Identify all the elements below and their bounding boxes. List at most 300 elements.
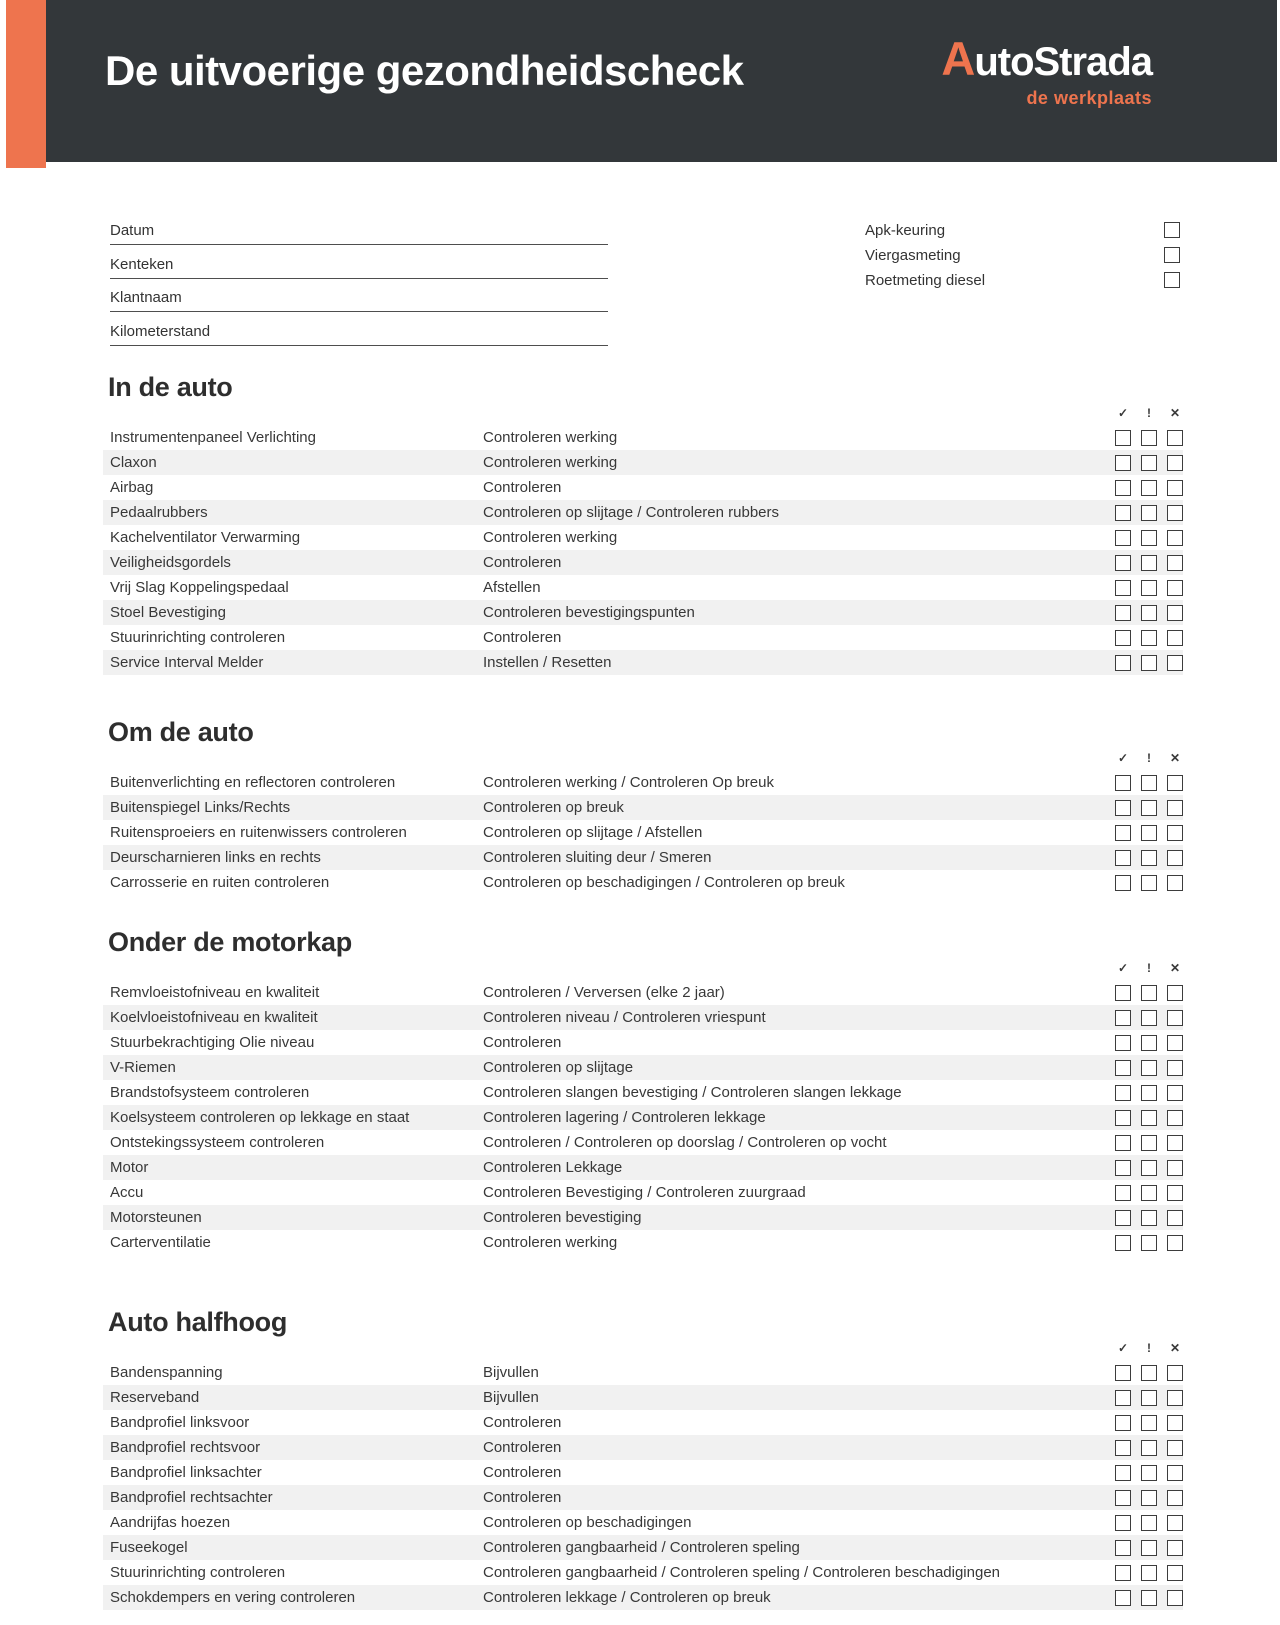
- action-label: Controleren werking: [483, 429, 618, 446]
- checklist-row: [103, 1360, 1183, 1385]
- result-attention-checkbox[interactable]: [1141, 1590, 1157, 1606]
- item-label: Stuurinrichting controleren: [110, 1564, 286, 1581]
- result-ok-checkbox[interactable]: [1115, 1035, 1131, 1051]
- result-ok-checkbox[interactable]: [1115, 580, 1131, 596]
- result-fail-checkbox[interactable]: [1167, 1365, 1183, 1381]
- item-label: Remvloeistofniveau en kwaliteit: [110, 984, 320, 1001]
- checklist-row: [103, 1560, 1183, 1585]
- action-label: Afstellen: [483, 579, 541, 596]
- result-fail-checkbox[interactable]: [1167, 1565, 1183, 1581]
- item-label: Bandprofiel rechtsvoor: [110, 1439, 261, 1456]
- result-boxes: [1115, 1060, 1183, 1076]
- result-ok-checkbox[interactable]: [1115, 655, 1131, 671]
- result-ok-checkbox[interactable]: [1115, 1135, 1131, 1151]
- item-label: Koelsysteem controleren op lekkage en staat: [110, 1109, 410, 1126]
- result-fail-checkbox[interactable]: [1167, 605, 1183, 621]
- brand-logo: [941, 32, 1152, 108]
- checklist-rows: [103, 980, 1183, 1255]
- result-boxes: [1115, 775, 1183, 791]
- action-label: Controleren: [483, 629, 562, 646]
- item-label: Bandenspanning: [110, 1364, 223, 1381]
- item-label: Reserveband: [110, 1389, 200, 1406]
- result-fail-checkbox[interactable]: [1167, 480, 1183, 496]
- result-attention-checkbox[interactable]: [1141, 1060, 1157, 1076]
- result-column-header: [0, 955, 1280, 980]
- result-attention-checkbox[interactable]: [1141, 1085, 1157, 1101]
- service-option-roetmeting-diesel: [865, 271, 1180, 289]
- result-attention-checkbox[interactable]: [1141, 1135, 1157, 1151]
- form-field-datum[interactable]: [110, 222, 608, 245]
- action-label: Instellen / Resetten: [483, 654, 612, 671]
- form-field-kilometerstand[interactable]: [110, 323, 608, 346]
- action-label: Controleren op slijtage: [483, 1059, 634, 1076]
- attention-column-icon: !: [1147, 1340, 1151, 1355]
- result-fail-checkbox[interactable]: [1167, 1085, 1183, 1101]
- result-attention-checkbox[interactable]: [1141, 580, 1157, 596]
- page-title: De uitvoerige gezondheidscheck: [105, 47, 744, 94]
- check-column-icon: ✓: [1117, 405, 1129, 420]
- result-ok-checkbox[interactable]: [1115, 1440, 1131, 1456]
- result-attention-checkbox[interactable]: [1141, 775, 1157, 791]
- result-boxes: [1115, 505, 1183, 521]
- result-attention-checkbox[interactable]: [1141, 555, 1157, 571]
- section-title: Auto halfhoog: [108, 1307, 288, 1337]
- action-label: Controleren: [483, 1489, 562, 1506]
- service-option-label: Apk-keuring: [865, 221, 946, 239]
- item-label: Fuseekogel: [110, 1539, 188, 1556]
- result-fail-checkbox[interactable]: [1167, 1440, 1183, 1456]
- item-label: Stoel Bevestiging: [110, 604, 226, 621]
- check-column-icon: ✓: [1117, 960, 1129, 975]
- result-boxes: [1115, 1035, 1183, 1051]
- brand-name-rest: utoStrada: [974, 40, 1152, 84]
- action-label: Controleren: [483, 1464, 562, 1481]
- checklist-row: [103, 1055, 1183, 1080]
- section-title: In de auto: [108, 372, 233, 402]
- result-fail-checkbox[interactable]: [1167, 1035, 1183, 1051]
- check-column-icon: ✓: [1117, 1340, 1129, 1355]
- item-label: Claxon: [110, 454, 157, 471]
- action-label: Controleren lekkage / Controleren op breuk: [483, 1589, 771, 1606]
- checklist-row: [103, 625, 1183, 650]
- result-fail-checkbox[interactable]: [1167, 825, 1183, 841]
- result-ok-checkbox[interactable]: [1115, 1060, 1131, 1076]
- action-label: Controleren gangbaarheid / Controleren speling: [483, 1539, 800, 1556]
- item-label: Carrosserie en ruiten controleren: [110, 874, 330, 891]
- result-fail-checkbox[interactable]: [1167, 1210, 1183, 1226]
- result-boxes: [1115, 1085, 1183, 1101]
- result-attention-checkbox[interactable]: [1141, 605, 1157, 621]
- checklist-row: [103, 1460, 1183, 1485]
- result-ok-checkbox[interactable]: [1115, 1235, 1131, 1251]
- result-attention-checkbox[interactable]: [1141, 480, 1157, 496]
- action-label: Controleren bevestigingspunten: [483, 604, 695, 621]
- result-attention-checkbox[interactable]: [1141, 1465, 1157, 1481]
- result-boxes: [1115, 580, 1183, 596]
- result-boxes: [1115, 850, 1183, 866]
- result-boxes: [1115, 1515, 1183, 1531]
- action-label: Controleren op beschadigingen: [483, 1514, 692, 1531]
- brand-initial: A: [941, 32, 975, 85]
- result-attention-checkbox[interactable]: [1141, 825, 1157, 841]
- result-fail-checkbox[interactable]: [1167, 1465, 1183, 1481]
- checklist-row: [103, 1155, 1183, 1180]
- action-label: Controleren op slijtage / Controleren rubbers: [483, 504, 779, 521]
- result-boxes: [1115, 825, 1183, 841]
- result-attention-checkbox[interactable]: [1141, 1415, 1157, 1431]
- result-boxes: [1115, 1185, 1183, 1201]
- result-attention-checkbox[interactable]: [1141, 1440, 1157, 1456]
- action-label: Controleren lagering / Controleren lekkage: [483, 1109, 766, 1126]
- result-fail-checkbox[interactable]: [1167, 430, 1183, 446]
- item-label: V-Riemen: [110, 1059, 176, 1076]
- item-label: Aandrijfas hoezen: [110, 1514, 231, 1531]
- check-column-icon: ✓: [1117, 750, 1129, 765]
- checklist-row: [103, 1080, 1183, 1105]
- action-label: Controleren op slijtage / Afstellen: [483, 824, 703, 841]
- item-label: Bandprofiel linksvoor: [110, 1414, 250, 1431]
- result-attention-checkbox[interactable]: [1141, 455, 1157, 471]
- action-label: Controleren: [483, 479, 562, 496]
- section-title: Om de auto: [108, 717, 254, 747]
- checklist-row: [103, 1105, 1183, 1130]
- result-attention-checkbox[interactable]: [1141, 1390, 1157, 1406]
- result-fail-checkbox[interactable]: [1167, 1235, 1183, 1251]
- form-field-klantnaam[interactable]: [110, 289, 608, 312]
- result-fail-checkbox[interactable]: [1167, 655, 1183, 671]
- service-option-label: Roetmeting diesel: [865, 271, 986, 289]
- result-boxes: [1115, 1135, 1183, 1151]
- result-column-header: [0, 400, 1280, 425]
- brand-name: [941, 32, 1152, 85]
- item-label: Bandprofiel linksachter: [110, 1464, 262, 1481]
- result-fail-checkbox[interactable]: [1167, 505, 1183, 521]
- result-boxes: [1115, 530, 1183, 546]
- result-boxes: [1115, 1540, 1183, 1556]
- checklist-section: [0, 923, 1280, 1255]
- attention-column-icon: !: [1147, 750, 1151, 765]
- result-ok-checkbox[interactable]: [1115, 530, 1131, 546]
- result-ok-checkbox[interactable]: [1115, 555, 1131, 571]
- fail-column-icon: ✕: [1169, 750, 1181, 765]
- result-boxes: [1115, 800, 1183, 816]
- checklist-row: [103, 425, 1183, 450]
- result-ok-checkbox[interactable]: [1115, 455, 1131, 471]
- item-label: Ontstekingssysteem controleren: [110, 1134, 325, 1151]
- attention-column-icon: !: [1147, 405, 1151, 420]
- action-label: Controleren / Controleren op doorslag / Controleren op vocht: [483, 1134, 887, 1151]
- item-label: Instrumentenpaneel Verlichting: [110, 429, 316, 446]
- checklist-row: [103, 870, 1183, 895]
- item-label: Buitenspiegel Links/Rechts: [110, 799, 291, 816]
- result-boxes: [1115, 875, 1183, 891]
- service-option-apk-keuring: [865, 221, 1180, 239]
- result-ok-checkbox[interactable]: [1115, 1490, 1131, 1506]
- result-attention-checkbox[interactable]: [1141, 1160, 1157, 1176]
- result-boxes: [1115, 1490, 1183, 1506]
- item-label: Buitenverlichting en reflectoren controleren: [110, 774, 396, 791]
- result-fail-checkbox[interactable]: [1167, 1490, 1183, 1506]
- action-label: Bijvullen: [483, 1389, 539, 1406]
- result-boxes: [1115, 1235, 1183, 1251]
- action-label: Controleren werking: [483, 1234, 618, 1251]
- result-boxes: [1115, 605, 1183, 621]
- form-field-label: Kilometerstand: [110, 322, 211, 340]
- result-ok-checkbox[interactable]: [1115, 1465, 1131, 1481]
- result-fail-checkbox[interactable]: [1167, 1540, 1183, 1556]
- checklist-row: [103, 525, 1183, 550]
- result-ok-checkbox[interactable]: [1115, 1565, 1131, 1581]
- result-fail-checkbox[interactable]: [1167, 850, 1183, 866]
- checklist-row: [103, 770, 1183, 795]
- service-options: [865, 221, 1180, 296]
- result-ok-checkbox[interactable]: [1115, 1590, 1131, 1606]
- result-fail-checkbox[interactable]: [1167, 1060, 1183, 1076]
- result-fail-checkbox[interactable]: [1167, 1160, 1183, 1176]
- result-ok-checkbox[interactable]: [1115, 1365, 1131, 1381]
- action-label: Controleren Lekkage: [483, 1159, 623, 1176]
- checklist-section: [0, 713, 1280, 895]
- result-attention-checkbox[interactable]: [1141, 1515, 1157, 1531]
- result-fail-checkbox[interactable]: [1167, 875, 1183, 891]
- checklist-row: [103, 650, 1183, 675]
- checklist-row: [103, 1230, 1183, 1255]
- result-fail-checkbox[interactable]: [1167, 1390, 1183, 1406]
- service-option-label: Viergasmeting: [865, 246, 961, 264]
- result-ok-checkbox[interactable]: [1115, 825, 1131, 841]
- action-label: Controleren op beschadigingen / Controleren op breuk: [483, 874, 845, 891]
- checklist-row: [103, 795, 1183, 820]
- result-ok-checkbox[interactable]: [1115, 1110, 1131, 1126]
- result-column-header: [0, 745, 1280, 770]
- result-fail-checkbox[interactable]: [1167, 555, 1183, 571]
- checklist-row: [103, 600, 1183, 625]
- result-fail-checkbox[interactable]: [1167, 1185, 1183, 1201]
- result-boxes: [1115, 1440, 1183, 1456]
- result-attention-checkbox[interactable]: [1141, 1365, 1157, 1381]
- result-fail-checkbox[interactable]: [1167, 985, 1183, 1001]
- checklist-rows: [103, 1360, 1183, 1610]
- item-label: Stuurbekrachtiging Olie niveau: [110, 1034, 315, 1051]
- result-boxes: [1115, 630, 1183, 646]
- result-ok-checkbox[interactable]: [1115, 1210, 1131, 1226]
- checklist-row: [103, 1205, 1183, 1230]
- result-boxes: [1115, 430, 1183, 446]
- item-label: Veiligheidsgordels: [110, 554, 231, 571]
- result-attention-checkbox[interactable]: [1141, 1490, 1157, 1506]
- result-column-header: [0, 1335, 1280, 1360]
- action-label: Controleren bevestiging: [483, 1209, 642, 1226]
- fail-column-icon: ✕: [1169, 960, 1181, 975]
- viergasmeting-checkbox[interactable]: [1164, 247, 1180, 263]
- result-ok-checkbox[interactable]: [1115, 605, 1131, 621]
- action-label: Controleren werking: [483, 529, 618, 546]
- action-label: Controleren werking / Controleren Op breuk: [483, 774, 774, 791]
- result-ok-checkbox[interactable]: [1115, 850, 1131, 866]
- form-field-label: Datum: [110, 222, 155, 239]
- result-attention-checkbox[interactable]: [1141, 530, 1157, 546]
- form-field-kenteken[interactable]: [110, 256, 608, 279]
- action-label: Controleren: [483, 1034, 562, 1051]
- checklist-row: [103, 1005, 1183, 1030]
- result-attention-checkbox[interactable]: [1141, 1010, 1157, 1026]
- result-attention-checkbox[interactable]: [1141, 985, 1157, 1001]
- result-attention-checkbox[interactable]: [1141, 800, 1157, 816]
- checklist-row: [103, 575, 1183, 600]
- result-attention-checkbox[interactable]: [1141, 655, 1157, 671]
- checklist-row: [103, 1535, 1183, 1560]
- action-label: Controleren slangen bevestiging / Controleren slangen lekkage: [483, 1084, 902, 1101]
- result-boxes: [1115, 1465, 1183, 1481]
- result-attention-checkbox[interactable]: [1141, 1210, 1157, 1226]
- result-fail-checkbox[interactable]: [1167, 1415, 1183, 1431]
- item-label: Carterventilatie: [110, 1234, 211, 1251]
- action-label: Controleren Bevestiging / Controleren zuurgraad: [483, 1184, 806, 1201]
- result-attention-checkbox[interactable]: [1141, 430, 1157, 446]
- checklist-section: [0, 1303, 1280, 1610]
- result-ok-checkbox[interactable]: [1115, 985, 1131, 1001]
- result-attention-checkbox[interactable]: [1141, 875, 1157, 891]
- checklist-row: [103, 1585, 1183, 1610]
- item-label: Schokdempers en vering controleren: [110, 1589, 356, 1606]
- result-ok-checkbox[interactable]: [1115, 1540, 1131, 1556]
- checklist-row: [103, 980, 1183, 1005]
- result-fail-checkbox[interactable]: [1167, 580, 1183, 596]
- result-ok-checkbox[interactable]: [1115, 1415, 1131, 1431]
- action-label: Controleren: [483, 1414, 562, 1431]
- result-ok-checkbox[interactable]: [1115, 1010, 1131, 1026]
- result-fail-checkbox[interactable]: [1167, 1010, 1183, 1026]
- item-label: Vrij Slag Koppelingspedaal: [110, 579, 289, 596]
- roetmeting-diesel-checkbox[interactable]: [1164, 272, 1180, 288]
- result-boxes: [1115, 985, 1183, 1001]
- checklist-section: [0, 368, 1280, 675]
- action-label: Controleren / Verversen (elke 2 jaar): [483, 984, 725, 1001]
- result-ok-checkbox[interactable]: [1115, 430, 1131, 446]
- result-fail-checkbox[interactable]: [1167, 1515, 1183, 1531]
- result-attention-checkbox[interactable]: [1141, 505, 1157, 521]
- checklist-row: [103, 820, 1183, 845]
- result-boxes: [1115, 1415, 1183, 1431]
- brand-tagline: de werkplaats: [1026, 88, 1152, 108]
- result-attention-checkbox[interactable]: [1141, 1035, 1157, 1051]
- checklist-row: [103, 500, 1183, 525]
- result-fail-checkbox[interactable]: [1167, 775, 1183, 791]
- checklist-row: [103, 1385, 1183, 1410]
- result-attention-checkbox[interactable]: [1141, 630, 1157, 646]
- result-fail-checkbox[interactable]: [1167, 800, 1183, 816]
- result-attention-checkbox[interactable]: [1141, 1110, 1157, 1126]
- checklist-row: [103, 1180, 1183, 1205]
- result-ok-checkbox[interactable]: [1115, 480, 1131, 496]
- result-fail-checkbox[interactable]: [1167, 455, 1183, 471]
- checklist-rows: [103, 425, 1183, 675]
- action-label: Controleren gangbaarheid / Controleren speling / Controleren beschadigingen: [483, 1564, 1001, 1581]
- result-ok-checkbox[interactable]: [1115, 800, 1131, 816]
- result-boxes: [1115, 1565, 1183, 1581]
- fail-column-icon: ✕: [1169, 405, 1181, 420]
- result-boxes: [1115, 1390, 1183, 1406]
- document-header: [46, 0, 1277, 162]
- item-label: Kachelventilator Verwarming: [110, 529, 301, 546]
- section-title: Onder de motorkap: [108, 927, 352, 957]
- checklist-row: [103, 1485, 1183, 1510]
- checklist-rows: [103, 770, 1183, 895]
- result-fail-checkbox[interactable]: [1167, 530, 1183, 546]
- result-fail-checkbox[interactable]: [1167, 1590, 1183, 1606]
- item-label: Accu: [110, 1184, 144, 1201]
- item-label: Stuurinrichting controleren: [110, 629, 286, 646]
- result-boxes: [1115, 1110, 1183, 1126]
- action-label: Controleren: [483, 554, 562, 571]
- checklist-row: [103, 1130, 1183, 1155]
- result-ok-checkbox[interactable]: [1115, 630, 1131, 646]
- action-label: Controleren: [483, 1439, 562, 1456]
- checklist-row: [103, 1510, 1183, 1535]
- item-label: Deurscharnieren links en rechts: [110, 849, 321, 866]
- action-label: Bijvullen: [483, 1364, 539, 1381]
- result-ok-checkbox[interactable]: [1115, 1390, 1131, 1406]
- item-label: Airbag: [110, 479, 154, 496]
- result-attention-checkbox[interactable]: [1141, 850, 1157, 866]
- result-boxes: [1115, 655, 1183, 671]
- action-label: Controleren werking: [483, 454, 618, 471]
- result-ok-checkbox[interactable]: [1115, 1515, 1131, 1531]
- result-boxes: [1115, 480, 1183, 496]
- result-attention-checkbox[interactable]: [1141, 1185, 1157, 1201]
- service-option-viergasmeting: [865, 246, 1180, 264]
- form-field-label: Klantnaam: [110, 289, 182, 306]
- checklist-row: [103, 550, 1183, 575]
- apk-keuring-checkbox[interactable]: [1164, 222, 1180, 238]
- vehicle-info-form: [110, 222, 608, 356]
- checklist-row: [103, 1410, 1183, 1435]
- result-attention-checkbox[interactable]: [1141, 1235, 1157, 1251]
- result-fail-checkbox[interactable]: [1167, 630, 1183, 646]
- result-boxes: [1115, 1210, 1183, 1226]
- action-label: Controleren niveau / Controleren vriespunt: [483, 1009, 766, 1026]
- checklist-row: [103, 845, 1183, 870]
- item-label: Bandprofiel rechtsachter: [110, 1489, 273, 1506]
- form-field-label: Kenteken: [110, 255, 174, 273]
- item-label: Ruitensproeiers en ruitenwissers controleren: [110, 824, 407, 841]
- result-ok-checkbox[interactable]: [1115, 1185, 1131, 1201]
- result-fail-checkbox[interactable]: [1167, 1110, 1183, 1126]
- action-label: Controleren op breuk: [483, 799, 624, 816]
- checklist-row: [103, 475, 1183, 500]
- result-boxes: [1115, 555, 1183, 571]
- item-label: Koelvloeistofniveau en kwaliteit: [110, 1009, 318, 1026]
- fail-column-icon: ✕: [1169, 1340, 1181, 1355]
- brand-accent-stripe: [6, 0, 46, 168]
- result-ok-checkbox[interactable]: [1115, 505, 1131, 521]
- checklist-row: [103, 1030, 1183, 1055]
- result-ok-checkbox[interactable]: [1115, 1085, 1131, 1101]
- result-boxes: [1115, 1365, 1183, 1381]
- result-ok-checkbox[interactable]: [1115, 875, 1131, 891]
- result-ok-checkbox[interactable]: [1115, 775, 1131, 791]
- result-fail-checkbox[interactable]: [1167, 1135, 1183, 1151]
- checklist-row: [103, 1435, 1183, 1460]
- result-ok-checkbox[interactable]: [1115, 1160, 1131, 1176]
- result-boxes: [1115, 455, 1183, 471]
- result-boxes: [1115, 1590, 1183, 1606]
- result-attention-checkbox[interactable]: [1141, 1565, 1157, 1581]
- item-label: Motor: [110, 1159, 149, 1176]
- checklist-row: [103, 450, 1183, 475]
- item-label: Service Interval Melder: [110, 654, 264, 671]
- result-attention-checkbox[interactable]: [1141, 1540, 1157, 1556]
